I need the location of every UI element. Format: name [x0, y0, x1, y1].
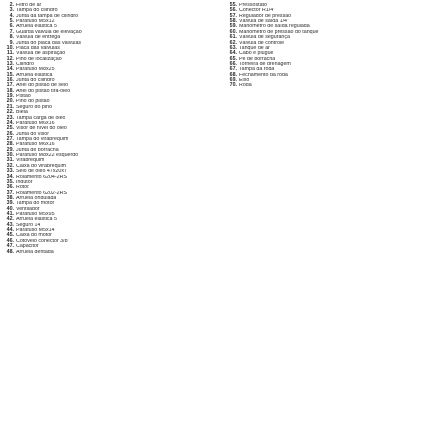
part-name: Placa das válvulas	[16, 45, 60, 51]
part-name: Fechamento da roda	[239, 72, 288, 78]
part-number: 29.	[6, 146, 14, 153]
part-number: 65.	[229, 55, 237, 62]
part-name: Anel do pistão tira-óleo	[16, 88, 71, 94]
part-name: Virabrequim	[16, 158, 45, 164]
part-number: 41.	[6, 211, 14, 218]
part-number: 30.	[6, 152, 14, 159]
part-number: 22.	[6, 109, 14, 116]
part-number: 47.	[6, 243, 14, 250]
part-number: 23.	[6, 114, 14, 121]
part-number: 28.	[6, 141, 14, 148]
part-number: 6.	[9, 23, 14, 30]
part-name: Ventilador	[16, 206, 40, 212]
part-name: Cotovelo conector 3/8"	[16, 238, 70, 244]
part-number: 33.	[6, 168, 14, 175]
part-name: Regulador de pressão	[239, 13, 292, 19]
part-number: 24.	[6, 119, 14, 126]
part-number: 44.	[6, 227, 14, 234]
part-name: Parafuso M5x95	[16, 212, 55, 218]
part-number: 14.	[6, 66, 14, 73]
part-name: Junta do placa das válvulas	[16, 40, 82, 46]
part-name: Pressostato	[239, 3, 267, 8]
part-number: 13.	[6, 60, 14, 67]
part-name: Parafuso M8x25	[16, 67, 55, 73]
part-name: Tampa do motor	[16, 201, 55, 207]
part-name: Válvula de controle	[239, 40, 285, 46]
part-number: 32.	[6, 162, 14, 169]
part-name: Biela	[16, 110, 28, 116]
part-number: 27.	[6, 135, 14, 142]
part-number: 55.	[229, 2, 237, 8]
part-name: Pistão	[16, 94, 31, 100]
part-name: Caixa do motor	[16, 233, 52, 239]
part-number: 25.	[6, 125, 14, 132]
part-number: 56.	[229, 7, 237, 14]
part-name: Manômetro de saída regulada	[239, 24, 310, 30]
part-number: 40.	[6, 205, 14, 212]
part-name: Eixo	[239, 78, 250, 84]
part-name: Anel do pistão de selo	[16, 83, 69, 89]
part-number: 70.	[229, 82, 237, 89]
part-number: 64.	[229, 50, 237, 57]
part-list-item	[228, 83, 368, 88]
part-name: Arruela elástica 5	[16, 217, 57, 223]
part-name: Válvula de segurança	[239, 35, 290, 41]
part-name: Guarda válvula de elevação	[16, 29, 82, 35]
part-number: 35.	[6, 178, 14, 185]
part-name: Cilindro	[16, 61, 34, 67]
part-name: Pé de borracha	[239, 56, 276, 62]
part-number: 60.	[229, 28, 237, 35]
part-number: 26.	[6, 130, 14, 137]
part-name: Rolamento 6204-2RS	[16, 174, 67, 180]
part-number: 61.	[229, 34, 237, 41]
part-name: Parafuso M5x14	[16, 228, 55, 234]
part-name: Parafuso M6x16	[16, 120, 55, 126]
part-number: 37.	[6, 189, 14, 196]
part-number: 63.	[229, 44, 237, 51]
part-name: Arruela dentada	[16, 249, 54, 255]
part-name: Rolamento 6202-2RS	[16, 190, 67, 196]
part-number: 58.	[229, 18, 237, 25]
part-list-item	[5, 250, 145, 255]
part-name: Válvula de aspiração	[16, 51, 66, 57]
part-name: Junta de borracha	[16, 147, 59, 153]
part-number: 43.	[6, 221, 14, 228]
part-number: 45.	[6, 232, 14, 239]
part-name: Cabo e plugue	[239, 51, 274, 57]
part-name: Válvula de saída 1/4"	[239, 19, 289, 25]
part-name: Torneira de drenagem	[239, 61, 291, 67]
part-name: Tanque de ar	[239, 45, 270, 51]
part-name: Seguro do pino	[16, 104, 52, 110]
part-number: 69.	[229, 77, 237, 84]
part-number: 62.	[229, 39, 237, 46]
part-name: Pino de localização	[16, 56, 62, 62]
part-number: 10.	[6, 44, 14, 51]
part-number: 46.	[6, 237, 14, 244]
part-name: Pino do pistão	[16, 99, 50, 105]
part-number: 36.	[6, 184, 14, 191]
part-number: 7.	[9, 28, 14, 35]
part-name: Visor de nível do óleo	[16, 126, 67, 132]
part-name: Junta do visor	[16, 131, 49, 137]
part-number: 34.	[6, 173, 14, 180]
part-name: Válvula de entrega	[16, 35, 61, 41]
part-name: Indutor	[16, 179, 33, 185]
part-number: 66.	[229, 60, 237, 67]
part-number: 19.	[6, 93, 14, 100]
part-name: Capacitor	[16, 244, 39, 250]
part-number: 67.	[229, 66, 237, 73]
part-name: Tampa do virabrequim	[16, 136, 69, 142]
part-number: 16.	[6, 77, 14, 84]
part-number: 9.	[9, 39, 14, 46]
part-name: Seguro 14	[16, 222, 41, 228]
part-name: Tampa do cilindro	[16, 8, 58, 14]
part-number: 57.	[229, 12, 237, 19]
part-name: Parafuso M5x12	[16, 19, 55, 25]
part-number: 15.	[6, 71, 14, 78]
part-number: 59.	[229, 23, 237, 30]
part-number: 21.	[6, 103, 14, 110]
part-number: 3.	[9, 7, 14, 14]
part-name: Arruela elástica 5	[16, 24, 57, 30]
part-name: Parafuso M6x16	[16, 142, 55, 148]
part-number: 4.	[9, 12, 14, 19]
part-name: Conector R1/4"	[239, 8, 276, 14]
part-name: Tampa carga de óleo	[16, 115, 66, 121]
part-name: Caixa do virabrequim	[16, 163, 67, 169]
part-number: 68.	[229, 71, 237, 78]
part-number: 31.	[6, 157, 14, 164]
part-name: Rotor	[16, 185, 29, 191]
part-number: 11.	[6, 50, 14, 57]
part-number: 39.	[6, 200, 14, 207]
part-number: 20.	[6, 98, 14, 105]
part-number: 17.	[6, 82, 14, 89]
part-name: Filtro de ar	[16, 3, 42, 8]
part-number: 8.	[9, 34, 14, 41]
part-number: 38.	[6, 194, 14, 201]
part-number: 42.	[6, 216, 14, 223]
part-number: 2.	[9, 2, 14, 8]
part-number: 12.	[6, 55, 14, 62]
part-name: Roda	[239, 83, 252, 89]
part-number: 48.	[6, 248, 14, 255]
part-name: Selo de óleo 47x20x7	[16, 169, 67, 175]
part-name: Junta da tampa de cilindro	[16, 13, 79, 19]
parts-list-right-column	[228, 3, 368, 89]
parts-list-left-column	[5, 3, 145, 255]
part-name: Manômetro de pressão do tanque	[239, 29, 319, 35]
part-name: Parafuso M8x22 esquerdo	[16, 153, 79, 159]
part-name: Junta do cilindro	[16, 78, 55, 84]
part-name: Arruela elástica	[16, 72, 53, 78]
part-number: 18.	[6, 87, 14, 94]
part-name: Tampa da roda	[239, 67, 275, 73]
part-number: 5.	[9, 18, 14, 25]
part-name: Arruela ondulada	[16, 195, 57, 201]
